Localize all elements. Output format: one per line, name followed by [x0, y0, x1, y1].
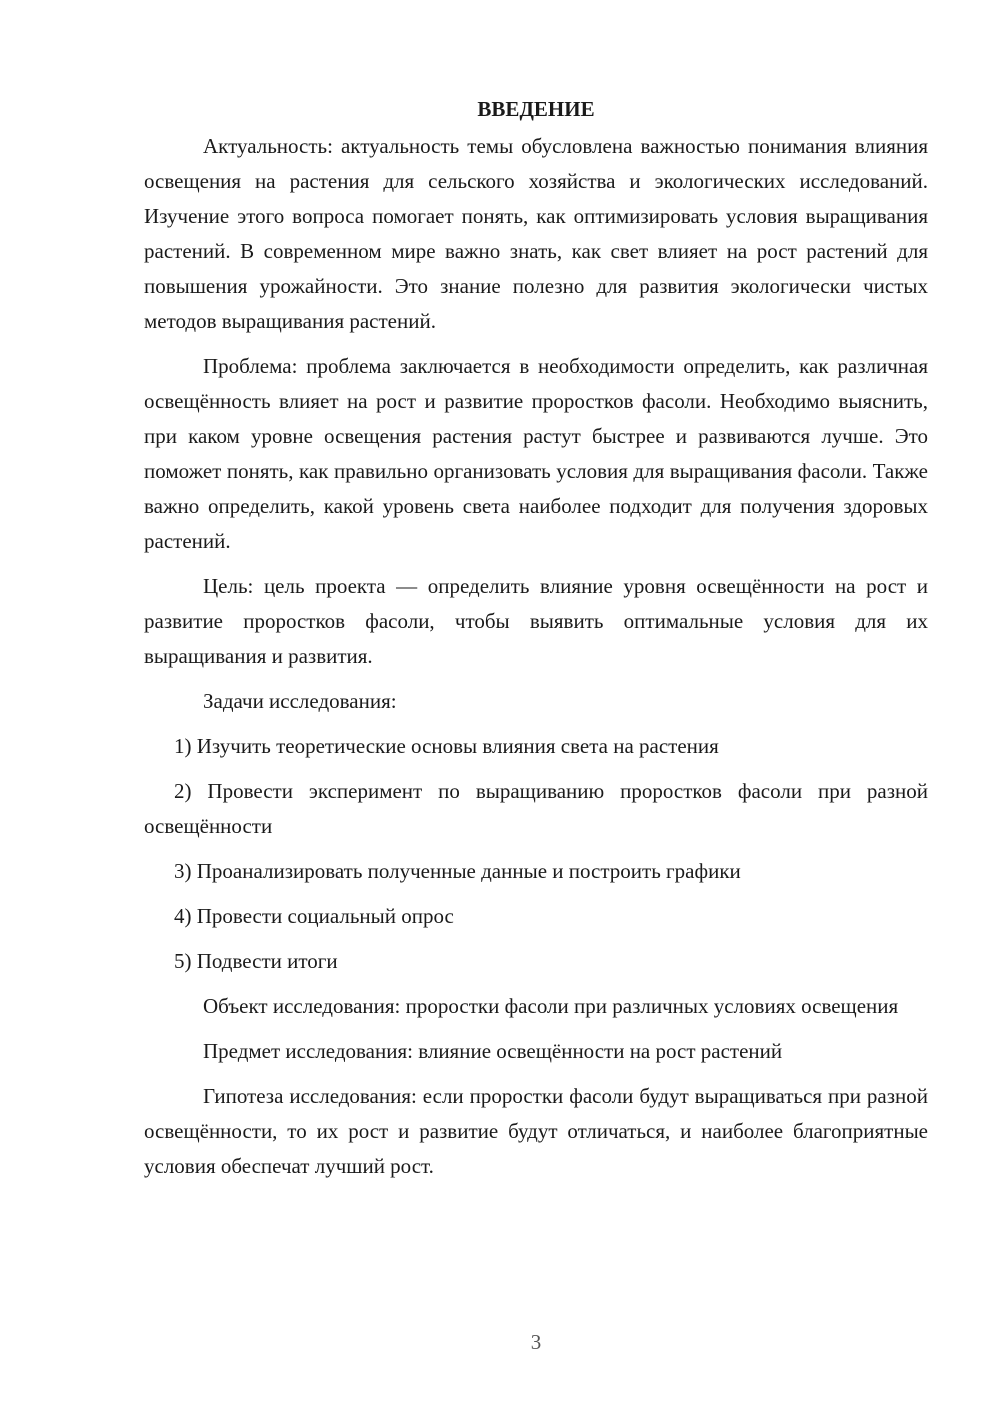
page-number: 3: [530, 1330, 542, 1354]
task-item-1: 1) Изучить теоретические основы влияния света на растения: [174, 734, 719, 758]
document-body: [144, 92, 928, 1194]
paragraph-problem: Проблема: проблема заключается в необходимости определить, как различная освещённость влияет на рост и развитие проростков фасоли. Необходимо выяснить, при каком уровне освещения растения растут быстрее и развиваются лучше. Это поможет понять, как правильно организовать условия для выращивания фасоли. Также важно определить, какой уровень света наиболее подходит для получения здоровых растений.: [144, 354, 928, 553]
tasks-heading: Задачи исследования:: [203, 689, 397, 713]
task-item-2: 2) Провести эксперимент по выращиванию проростков фасоли при разной освещённости: [144, 779, 928, 838]
paragraph-hypothesis: Гипотеза исследования: если проростки фасоли будут выращиваться при разной освещённости, то их рост и развитие будут отличаться, и наиболее благоприятные условия обеспечат лучший рост.: [144, 1084, 928, 1178]
task-item-3: 3) Проанализировать полученные данные и построить графики: [174, 859, 741, 883]
page-title: ВВЕДЕНИЕ: [477, 97, 595, 121]
paragraph-goal: Цель: цель проекта — определить влияние уровня освещённости на рост и развитие проростков фасоли, чтобы выявить оптимальные условия для их выращивания и развития.: [144, 574, 928, 668]
task-item-4: 4) Провести социальный опрос: [174, 904, 454, 928]
paragraph-relevance: Актуальность: актуальность темы обусловлена важностью понимания влияния освещения на растения для сельского хозяйства и экологических исследований. Изучение этого вопроса помогает понять, как оптимизировать условия выращивания растений. В современном мире важно знать, как свет влияет на рост растений для повышения урожайности. Это знание полезно для развития экологически чистых методов выращивания растений.: [144, 134, 928, 333]
paragraph-subject: Предмет исследования: влияние освещённости на рост растений: [203, 1039, 783, 1063]
paragraph-object: Объект исследования: проростки фасоли при различных условиях освещения: [203, 994, 899, 1018]
task-item-5: 5) Подвести итоги: [174, 949, 338, 973]
